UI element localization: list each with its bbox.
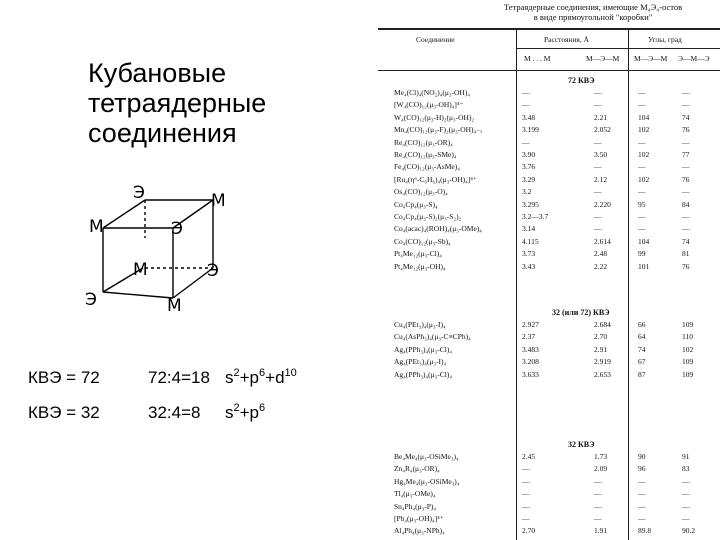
config-72-sup-p: 6 <box>259 367 266 379</box>
angle-eme-cell: — <box>682 100 690 110</box>
angle-mem-cell: 87 <box>638 369 646 379</box>
compound-cell: Me₄(Cl)₄(NO₂)₄(μ₃-OH)₄ <box>394 88 470 97</box>
compounds-table <box>372 0 720 540</box>
table-row <box>372 100 720 112</box>
distance-mm-cell: 3.483 <box>522 344 539 354</box>
compound-cell: Cu₄(PEt₃)₄(μ₃-I)₄ <box>394 320 446 329</box>
angle-mem-cell: — <box>638 100 646 110</box>
table-row <box>372 477 720 489</box>
angle-eme-cell: — <box>682 501 690 511</box>
config-32-s: s <box>225 403 234 422</box>
kve-32: КВЭ = 32 <box>28 403 100 422</box>
ratio-72: 72:4=18 <box>148 368 210 387</box>
distance-mm-cell: 3.73 <box>522 249 536 259</box>
distance-mm-cell: 3.48 <box>522 112 536 122</box>
table-row <box>372 138 720 150</box>
section-label: 32 КВЭ <box>568 440 595 449</box>
distance-me-cell: — <box>594 224 602 234</box>
table-row <box>372 113 720 125</box>
table-row <box>372 175 720 187</box>
table-row <box>372 224 720 236</box>
angle-eme-cell: 109 <box>682 320 694 329</box>
table-row <box>372 514 720 526</box>
distance-mm-cell: 3.29 <box>522 174 536 184</box>
table-header-rule <box>378 70 720 71</box>
angle-eme-cell: — <box>682 187 690 197</box>
distance-me-cell: — <box>594 514 602 523</box>
distance-me-cell: — <box>594 212 602 221</box>
compound-cell: Co₄(CO)₁₂(μ₃-Sb)₄ <box>394 236 451 246</box>
distance-mm-cell: 3.199 <box>522 125 539 135</box>
compound-cell: Os₄(CO)₁₂(μ₃-O)₄ <box>394 187 448 197</box>
distance-mm-cell: 3.90 <box>522 150 536 159</box>
angle-mem-cell: 96 <box>638 464 646 474</box>
section-label: 32 (или 72) КВЭ <box>552 308 610 317</box>
config-32-sup-p: 6 <box>259 402 266 414</box>
distance-me-cell: — <box>594 137 602 147</box>
distance-me-cell: 2.684 <box>594 320 611 329</box>
table-row <box>372 237 720 249</box>
compound-cell: Ag₄(PPh₃)₄(μ₃-Cl)₄ <box>394 344 452 354</box>
angle-mem-cell: 102 <box>638 174 650 184</box>
distance-me-cell: — <box>594 100 602 110</box>
config-72-s: s <box>225 368 234 387</box>
distance-mm-cell: — <box>522 137 530 147</box>
config-72-d: +d <box>265 368 285 387</box>
distance-mm-cell: — <box>522 100 530 110</box>
config-32 <box>225 403 265 423</box>
angle-mem-cell: — <box>638 162 646 172</box>
compound-cell: Al₄Ph₄(μ₃-NPh)₄ <box>394 526 445 536</box>
angle-mem-cell: 89.8 <box>638 526 652 536</box>
distance-me-cell: 2.12 <box>594 174 608 184</box>
table-row <box>372 150 720 162</box>
config-72 <box>225 368 297 388</box>
distance-mm-cell: 3.633 <box>522 369 539 379</box>
table-row <box>372 320 720 332</box>
angle-mem-cell: 66 <box>638 320 646 329</box>
angle-eme-cell: 81 <box>682 249 690 259</box>
angle-eme-cell: 74 <box>682 112 690 122</box>
angle-eme-cell: — <box>682 212 690 221</box>
angle-mem-cell: — <box>638 489 646 499</box>
compound-cell: Pt₄Me₁₂(μ₃-OH)₄ <box>394 261 446 271</box>
angle-mem-cell: 102 <box>638 125 650 135</box>
angle-mem-cell: — <box>638 88 646 97</box>
cube-label-m-left: M <box>89 217 104 237</box>
header-compound: Соединение <box>416 35 455 44</box>
distance-me-cell: 2.220 <box>594 199 611 209</box>
table-row <box>372 489 720 501</box>
distance-me-cell: 2.919 <box>594 357 611 367</box>
distance-mm-cell: 2.927 <box>522 320 539 329</box>
table-row <box>372 249 720 261</box>
angle-eme-cell: — <box>682 162 690 172</box>
distance-mm-cell: 3.208 <box>522 357 539 367</box>
compound-cell: Ag₄(PEt₃)₄(μ₃-I)₄ <box>394 357 447 367</box>
distance-mm-cell: 2.37 <box>522 332 536 342</box>
compound-cell: Cu₄(AsPh₃)₄(μ₃-C≡CPh)₄ <box>394 332 471 342</box>
distance-mm-cell: 3.295 <box>522 199 539 209</box>
compound-cell: [Ru₄(η⁶-C₆H₆)₄(μ₃-OH)₄]⁴⁺ <box>394 174 477 184</box>
section-label: 72 КВЭ <box>568 76 595 85</box>
compound-cell: Sn₄Ph₄(μ₃-P)₄ <box>394 501 436 511</box>
angle-mem-cell: — <box>638 224 646 234</box>
angle-mem-cell: 101 <box>638 261 650 271</box>
table-top-rule <box>378 28 720 30</box>
compound-cell: Re₄(CO)₁₂(μ₃-SMe)₄ <box>394 150 457 159</box>
distance-me-cell: 2.614 <box>594 236 611 246</box>
cube-structure-diagram <box>75 180 255 325</box>
cube-label-e-center: Э <box>171 219 183 239</box>
distance-mm-cell: — <box>522 88 530 97</box>
compound-cell: Pt₄Me₁₂(μ₃-Cl)₄ <box>394 249 442 259</box>
table-row <box>372 370 720 382</box>
cube-label-e-bottom-left: Э <box>85 290 97 310</box>
distance-mm-cell: 2.45 <box>522 452 536 461</box>
header-eme: Э—M—Э <box>678 54 710 63</box>
table-row <box>372 332 720 344</box>
table-row <box>372 345 720 357</box>
compound-cell: Fe₄(CO)₁₂(μ₃-AsMe)₄ <box>394 162 460 172</box>
angle-mem-cell: 67 <box>638 357 646 367</box>
compound-cell: Co₄Cp₄(μ₃-S)₄ <box>394 199 438 209</box>
distance-me-cell: 2.653 <box>594 369 611 379</box>
table-row <box>372 262 720 274</box>
distance-mm-cell: — <box>522 501 530 511</box>
angle-eme-cell: 74 <box>682 236 690 246</box>
angle-eme-cell: 84 <box>682 199 690 209</box>
distance-me-cell: — <box>594 187 602 197</box>
config-72-p: +p <box>239 368 260 387</box>
distance-me-cell: 3.50 <box>594 150 608 159</box>
distance-mm-cell: 3.2 <box>522 187 532 197</box>
header-distances: Расстояния, Å <box>544 35 590 44</box>
table-row <box>372 162 720 174</box>
angle-eme-cell: 109 <box>682 369 694 379</box>
compound-cell: Be₄Me₄(μ₃-OSiMe₃)₄ <box>394 452 459 461</box>
distance-me-cell: — <box>594 88 602 97</box>
cube-label-m-bottom: M <box>167 296 182 316</box>
angle-eme-cell: 77 <box>682 150 690 159</box>
distance-mm-cell: 3.14 <box>522 224 536 234</box>
distance-me-cell: 2.70 <box>594 332 608 342</box>
distance-me-cell: 2.21 <box>594 112 608 122</box>
header-sub-rule <box>516 48 720 49</box>
angle-eme-cell: 76 <box>682 174 690 184</box>
table-row <box>372 452 720 464</box>
angle-eme-cell: 76 <box>682 261 690 271</box>
config-32-sup-s: 2 <box>233 402 240 414</box>
header-me: M—Э—M <box>586 54 620 63</box>
distance-me-cell: — <box>594 162 602 172</box>
angle-mem-cell: 99 <box>638 249 646 259</box>
compound-cell: Re₄(CO)₁₂(μ₃-OR)₄ <box>394 137 453 147</box>
distance-me-cell: — <box>594 489 602 499</box>
angle-mem-cell: — <box>638 476 646 486</box>
compound-cell: W₄(CO)₁₂(μ₃-H)₂(μ₃-OH)₂ <box>394 112 475 122</box>
distance-mm-cell: 4.115 <box>522 236 539 246</box>
distance-me-cell: 2.052 <box>594 125 611 135</box>
table-row <box>372 357 720 369</box>
distance-mm-cell: 3.43 <box>522 261 536 271</box>
angle-mem-cell: 95 <box>638 199 646 209</box>
angle-eme-cell: — <box>682 224 690 234</box>
compound-cell: [Pb₄(μ₃-OH)₄]⁴⁺ <box>394 514 444 523</box>
table-row <box>372 88 720 100</box>
table-row <box>372 125 720 137</box>
distance-mm-cell: 3.76 <box>522 162 536 172</box>
table-row <box>372 502 720 514</box>
angle-mem-cell: — <box>638 514 646 523</box>
angle-eme-cell: — <box>682 476 690 486</box>
angle-mem-cell: 104 <box>638 236 650 246</box>
ratio-32: 32:4=8 <box>148 403 201 422</box>
table-row <box>372 187 720 199</box>
distance-me-cell: 2.91 <box>594 344 608 354</box>
cube-label-m-top-right: M <box>211 191 226 211</box>
distance-me-cell: 2.09 <box>594 464 608 474</box>
distance-me-cell: 1.73 <box>594 452 608 461</box>
angle-mem-cell: 64 <box>638 332 646 342</box>
compound-cell: Tl₄(μ₃-OMe)₄ <box>394 489 436 499</box>
angle-eme-cell: 91 <box>682 452 690 461</box>
angle-mem-cell: — <box>638 137 646 147</box>
compound-cell: [W₄(CO)₁₂(μ₃-OH)₄]⁴⁻ <box>394 100 464 110</box>
angle-mem-cell: 102 <box>638 150 650 159</box>
distance-me-cell: 2.22 <box>594 261 608 271</box>
kve-72: КВЭ = 72 <box>28 368 100 387</box>
header-mem: M—Э—M <box>634 54 668 63</box>
header-mm: M . . . M <box>524 54 551 63</box>
distance-mm-cell: — <box>522 476 530 486</box>
compound-cell: Co₄(acac)₄(ROH)₄(μ₃-OMe)₄ <box>394 224 482 234</box>
distance-mm-cell: 3.2—3.7 <box>522 212 549 221</box>
table-row <box>372 200 720 212</box>
angle-eme-cell: 83 <box>682 464 690 474</box>
cube-label-m-center: M <box>133 260 148 280</box>
angle-eme-cell: 110 <box>682 332 693 342</box>
compound-cell: Zn₄R₄(μ₃-OR)₄ <box>394 464 440 474</box>
angle-eme-cell: 109 <box>682 357 694 367</box>
angle-eme-cell: — <box>682 137 690 147</box>
distance-me-cell: 1.91 <box>594 526 608 536</box>
angle-eme-cell: — <box>682 514 690 523</box>
angle-mem-cell: 104 <box>638 112 650 122</box>
header-angles: Углы, град <box>648 35 682 44</box>
angle-eme-cell: 90.2 <box>682 526 696 536</box>
cube-label-e-top-left: Э <box>133 183 145 203</box>
angle-mem-cell: 74 <box>638 344 646 354</box>
table-row <box>372 526 720 538</box>
config-32-p: +p <box>239 403 260 422</box>
config-72-sup-s: 2 <box>233 367 240 379</box>
compound-cell: Mn₄(CO)₁₂(μ₃-F)₂(μ₃-OH)₄₋ₓ <box>394 125 483 135</box>
compound-cell: Hg₄Me₄(μ₃-OSiMe₃)₄ <box>394 476 460 486</box>
compound-cell: Co₄Cp₄(μ₃-S)₂(μ₃-S₂)₂ <box>394 212 462 221</box>
config-72-sup-d: 10 <box>284 367 297 379</box>
angle-mem-cell: 90 <box>638 452 646 461</box>
distance-mm-cell: — <box>522 489 530 499</box>
distance-mm-cell: 2.70 <box>522 526 536 536</box>
distance-me-cell: 2.48 <box>594 249 608 259</box>
compound-cell: Ag₄(PPh₃)₄(μ₃-Cl)₄ <box>394 369 452 379</box>
table-row <box>372 212 720 224</box>
table-caption: Тетраядерные соединения, имеющие M₄Э₄-остов в виде прямоугольной "коробки" <box>503 2 683 22</box>
angle-eme-cell: — <box>682 489 690 499</box>
distance-me-cell: — <box>594 501 602 511</box>
cube-label-e-right: Э <box>207 261 219 281</box>
distance-mm-cell: — <box>522 464 530 474</box>
distance-me-cell: — <box>594 476 602 486</box>
angle-mem-cell: — <box>638 187 646 197</box>
angle-eme-cell: 76 <box>682 125 690 135</box>
table-row <box>372 464 720 476</box>
angle-eme-cell: 102 <box>682 344 694 354</box>
distance-mm-cell: — <box>522 514 530 523</box>
angle-mem-cell: — <box>638 501 646 511</box>
angle-mem-cell: — <box>638 212 646 221</box>
slide-title: Кубановые тетраядерные соединения <box>88 58 267 148</box>
angle-eme-cell: — <box>682 88 690 97</box>
